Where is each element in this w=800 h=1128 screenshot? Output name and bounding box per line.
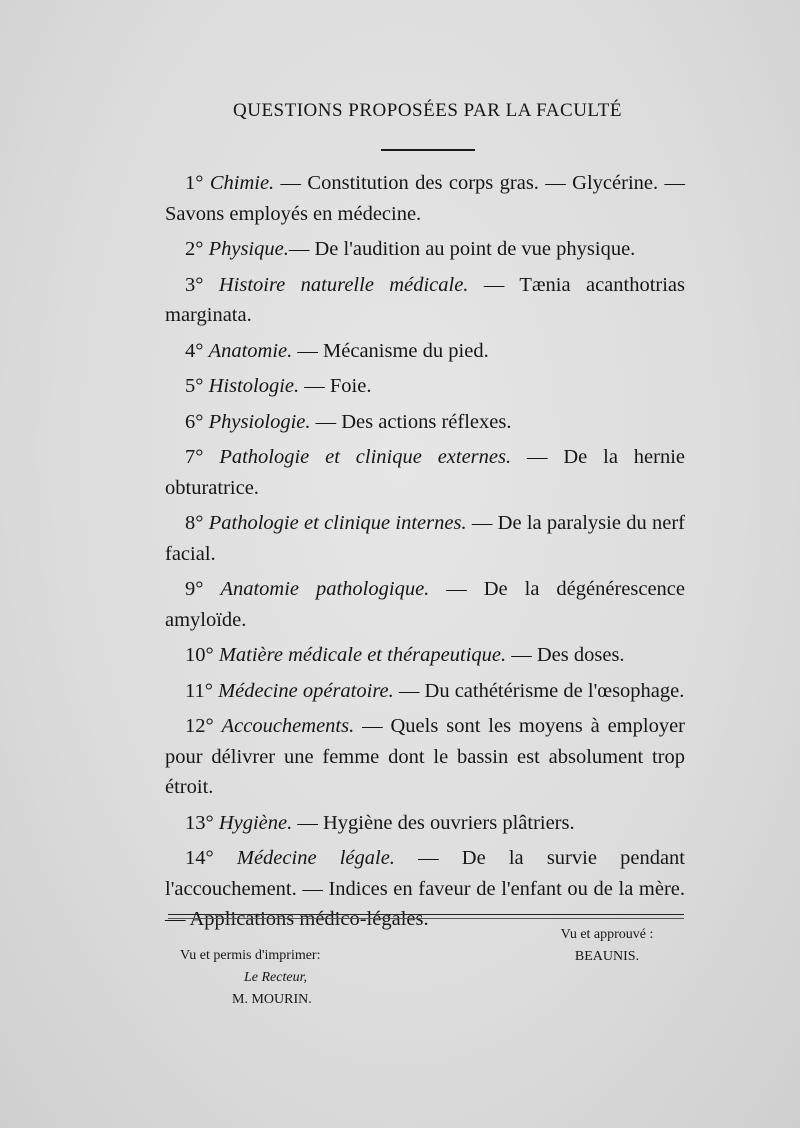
question-text: — Mécanisme du pied. [292,339,489,362]
question-number: 1° [185,172,210,194]
question-number: 2° [185,238,209,260]
question-number: 7° [185,446,220,468]
footer-divider-secondary [168,918,684,919]
question-text: — De l'audition au point de vue physique. [288,238,636,260]
question-subject: Médecine opératoire. [218,679,394,702]
question-subject: Pathologie et clinique internes. [208,512,467,534]
question-number: 5° [185,375,209,397]
question-text: — De la survie pendant l'accouchement. — Indices en faveur de l'enfant ou de la mère. — Applications médico-légales. [165,847,685,930]
question-number: 13° [185,811,219,834]
question-number: 3° [185,273,219,296]
question-subject: Anatomie. [208,339,293,362]
permission-label: Vu et permis d'imprimer: [180,948,321,963]
question-item [165,574,685,635]
question-subject: Pathologie et clinique externes. [219,446,512,468]
question-number: 10° [185,644,219,666]
question-text: — De la hernie obturatrice. [165,446,685,499]
question-item [165,676,685,707]
question-subject: Accouchements. [221,715,355,737]
question-item [165,407,685,438]
question-number: 11° [185,679,219,702]
question-item [165,508,685,569]
question-text: — De la paralysie du nerf facial. [165,512,685,565]
question-text: — Du cathétérisme de l'œsophage. [393,679,685,702]
question-subject: Matière médicale et thérapeutique. [218,644,507,666]
question-subject: Anatomie pathologique. [220,578,430,600]
question-item [165,843,685,935]
question-item [165,270,685,331]
question-item [165,234,685,265]
footer-divider [168,914,684,915]
question-number: 12° [185,715,222,737]
question-subject: Physiologie. [208,410,311,433]
question-subject: Physique. [208,238,289,260]
question-item [165,808,685,839]
permission-name: M. MOURIN. [232,992,312,1007]
question-text: — Des actions réflexes. [310,410,512,433]
question-number: 8° [185,512,209,534]
question-text: — Tænia acanthotrias marginata. [165,273,686,326]
question-text: — Foie. [299,375,372,397]
question-number: 14° [185,847,237,869]
approval-name: BEAUNIS. [574,949,640,964]
question-number: 4° [185,339,209,362]
question-subject: Médecine légale. [236,847,395,869]
print-permission-block [180,945,380,1011]
question-subject: Chimie. [209,172,275,194]
question-number: 6° [185,410,209,433]
question-text: — De la dégénérescence amyloïde. [165,578,685,631]
question-subject: Histologie. [208,375,300,397]
questions-list [165,168,685,940]
question-item [165,168,685,229]
question-subject: Hygiène. [218,811,293,834]
question-text: — Des doses. [506,644,625,666]
question-text: — Quels sont les moyens à employer pour délivrer une femme dont le bassin est absolument trop étroit. [165,715,685,798]
permission-role: Le Recteur, [244,970,307,985]
question-text: — Constitution des corps gras. — Glycérine. — Savons employés en médecine. [165,172,685,225]
question-item [165,442,685,503]
question-text: — Hygiène des ouvriers plâtriers. [292,811,575,834]
question-item [165,711,685,803]
question-number: 9° [185,578,221,600]
approval-label: Vu et approuvé : [560,927,654,942]
question-item [165,336,685,367]
question-item [165,371,685,402]
title-divider [381,149,475,151]
question-item [165,640,685,671]
page-title: QUESTIONS PROPOSÉES PAR LA FACULTÉ [233,100,622,121]
approval-block [537,924,677,968]
question-subject: Histoire naturelle médicale. [218,273,469,296]
